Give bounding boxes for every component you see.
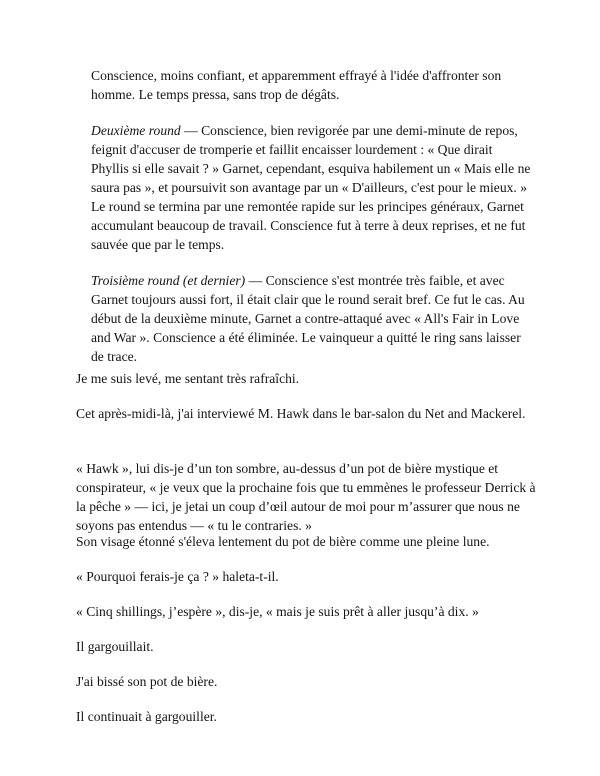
- body-paragraph-5: « Pourquoi ferais-je ça ? » haleta-t-il.: [76, 569, 279, 584]
- body-paragraph-3: « Hawk », lui dis-je d’un ton sombre, au-dessus d’un pot de bière mystique et conspirateur, « je veux que la prochaine fois que tu emmènes le professeur Derrick à la pêche » — ici, je jetai un coup d’œil autour de moi pour m’assurer que nous ne soyons pas entendus — « tu le contraries. »: [76, 461, 536, 533]
- body-paragraph-7: Il gargouillait.: [76, 639, 154, 654]
- round-2-heading: Deuxième round: [91, 123, 181, 138]
- round-2-text: — Conscience, bien revigorée par une demi-minute de repos, feignit d'accuser de tromperie et faillit encaisser lourdement : « Que dirait Phyllis si elle savait ? » Garnet, cependant, esquiva habilement un « Mais elle ne saura pas », et poursuivit son avantage par un « D'ailleurs, c'est pour le mieux. » Le round se termina par une remontée rapide sur les principes généraux, Garnet accumulant beaucoup de travail. Conscience fut à terre à deux reprises, et ne fut sauvée que par le temps.: [91, 123, 531, 252]
- round-3-heading: Troisième round (et dernier): [91, 273, 246, 288]
- quote-paragraph-round-3: [91, 271, 531, 366]
- quote-paragraph-round-2: [91, 121, 531, 254]
- body-paragraph-2: Cet après-midi-là, j'ai interviewé M. Hawk dans le bar-salon du Net and Mackerel.: [76, 406, 526, 421]
- quote-paragraph-1-text: Conscience, moins confiant, et apparemment effrayé à l'idée d'affronter son homme. Le temps pressa, sans trop de dégâts.: [91, 68, 502, 102]
- body-paragraph-9: Il continuait à gargouiller.: [76, 709, 217, 724]
- body-paragraph-8: J'ai bissé son pot de bière.: [76, 674, 218, 689]
- body-paragraph-1: Je me suis levé, me sentant très rafraîchi.: [76, 371, 300, 386]
- body-paragraph-4: Son visage étonné s'éleva lentement du pot de bière comme une pleine lune.: [76, 534, 490, 549]
- round-3-text: — Conscience s'est montrée très faible, et avec Garnet toujours aussi fort, il était clair que le round serait bref. Ce fut le cas. Au début de la deuxième minute, Garnet a contre-attaqué avec « All's Fair in Love and War ». Conscience a été éliminée. Le vainqueur a quitté le ring sans laisser de trace.: [91, 273, 525, 364]
- quote-paragraph-1: [91, 66, 531, 104]
- body-paragraph-6: « Cinq shillings, j’espère », dis-je, « mais je suis prêt à aller jusqu’à dix. »: [76, 604, 479, 619]
